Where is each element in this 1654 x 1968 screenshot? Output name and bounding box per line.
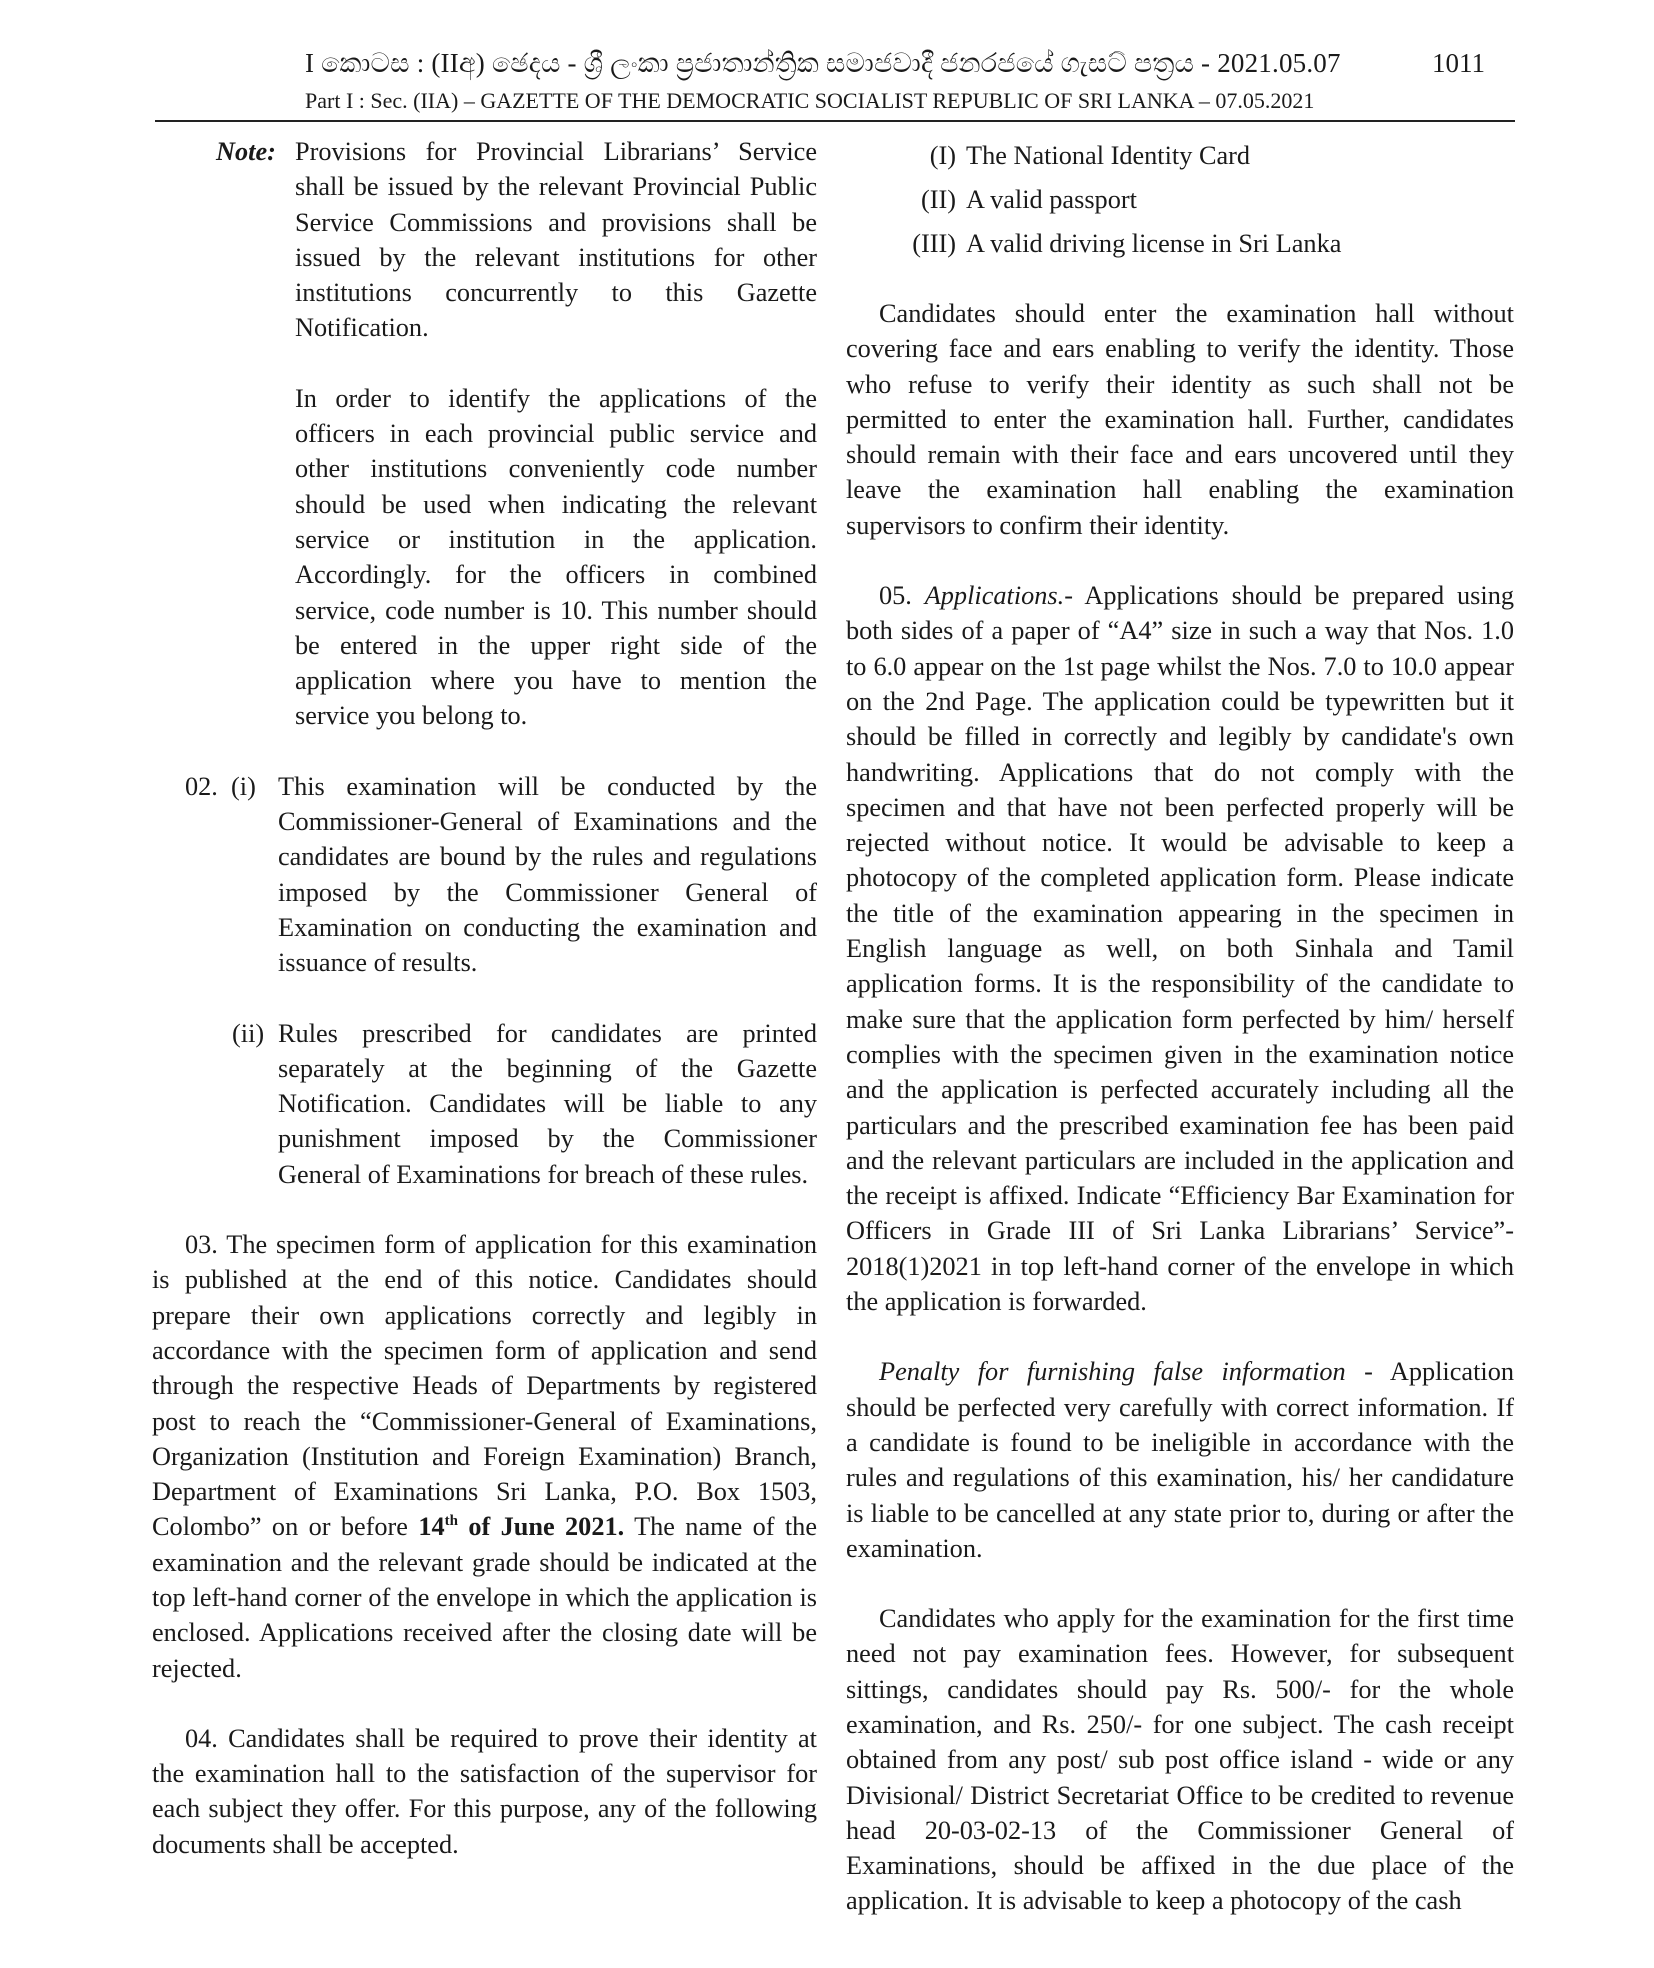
section-02-i-text: This examination will be conducted by the Commissioner-General of Examinations and the candidates are bound by the rules and regulations imposed by the Commissioner General of Examination on conducting the examination and issuance of results. [278,771,817,978]
penalty-title: Penalty for furnishing false information [879,1357,1346,1387]
page-header [155,48,1515,124]
left-column [152,134,817,1862]
section-02-ii-label: (ii) [232,1018,265,1048]
section-02-ii-text: Rules prescribed for candidates are printed separately at the beginning of the Gazette Notification. Candidates will be liable to any punishment imposed by the Commissioner General of Examinations for breach of these rules. [278,1018,817,1189]
note-label: Note: [216,137,276,166]
list-item: (III) A valid driving license in Sri Lanka [912,229,1342,258]
fees-paragraph: Candidates who apply for the examination for the first time need not pay examination fees. However, for subsequent sittings, candidates should pay Rs. 500/- for the whole examination, and Rs. 250/- for one subject. The cash receipt obtained from any post/ sub post office island - wide or any Divisional/ District Secretariat Office to be credited to revenue head 20-03-02-13 of the Commissioner General of Examinations, should be affixed in the due place of the application. It is advisable to keep a photocopy of the cash [846,1604,1514,1916]
list-item: (II) A valid passport [920,185,1137,214]
list-item: (I) The National Identity Card [929,141,1251,170]
header-divider [155,120,1515,122]
section-02-i [152,769,817,981]
right-column [846,134,1514,1919]
note-section [152,134,817,346]
header-english-title: Part I : Sec. (IIA) – GAZETTE OF THE DEMOCRATIC SOCIALIST REPUBLIC OF SRI LANKA – 07.05.2021 [305,88,1315,113]
page-number: 1011 [1432,48,1485,78]
section-05-title: Applications. [924,581,1065,611]
hall-identity-paragraph: Candidates should enter the examination hall without covering face and ears enabling to verify the identity. Those who refuse to verify their identity as such shall not be permitted to enter the examination hall. Further, candidates should remain with their face and ears uncovered until they leave the examination hall enabling the examination supervisors to confirm their identity. [846,299,1514,540]
section-02-ii [152,1016,817,1192]
section-05: 05. Applications.- Applications should be prepared using both sides of a paper of “A4” size in such a way that Nos. 1.0 to 6.0 appear on the 1st page whilst the Nos. 7.0 to 10.0 appear on the 2nd Page. The application could be typewritten but it should be filled in correctly and legibly by candidate's own handwriting. Applications that do not comply with the specimen and that have not been perfected properly will be rejected without notice. It would be advisable to keep a photocopy of the completed application form. Please indicate the title of the examination appearing in the specimen in English language as well, on both Sinhala and Tamil application forms. It is the responsibility of the candidate to make sure that the application form perfected by him/ herself complies with the specimen given in the examination notice and the application is perfected accurately including all the particulars and the prescribed examination fee has been paid and the relevant particulars are included in the application and the receipt is affixed. Indicate “Efficiency Bar Examination for Officers in Grade III of Sri Lanka Librarians’ Service”- 2018(1)2021 in top left-hand corner of the envelope in which the application is forwarded. [846,581,1515,1317]
note-paragraph-2: In order to identify the applications of the officers in each provincial public service and other institutions conveniently code number should be used when indicating the relevant service or institution in the application. Accordingly. for the officers in combined service, code number is 10. This number should be entered in the upper right side of the application where you have to mention the service you belong to. [295,383,817,731]
section-03: 03. The specimen form of application for this examination is published at the end of this notice. Candidates should prepare their own applications correctly and legibly in accordance with the specimen form of application and send through the respective Heads of Departments by registered post to reach the “Commissioner-General of Examinations, Organization (Institution and Foreign Examination) Branch, Department of Examinations Sri Lanka, P.O. Box 1503, Colombo” on or before 14th of June 2021. The name of the examination and the relevant grade should be indicated at the top left-hand corner of the envelope in which the application is enclosed. Applications received after the closing date will be rejected. [152,1230,817,1683]
section-02-number: 02. (i) [185,771,256,801]
header-sinhala-title: I කොටස : (IIඅ) ඡෙදය - ශ්‍රී ලංකා ප්‍රජාතාන්ත්‍රික සමාජවාදී ජනරජයේ ගැසට් පත්‍රය - 2021.05.07 [305,48,1341,78]
penalty-paragraph: Penalty for furnishing false information - Application should be perfected very carefully with correct information. If a candidate is found to be ineligible in accordance with the rules and regulations of this examination, his/ her candidature is liable to be cancelled at any state prior to, during or after the examination. [846,1357,1514,1563]
closing-date: 14th of June 2021. [418,1512,625,1542]
section-04: 04. Candidates shall be required to prove their identity at the examination hall to the satisfaction of the supervisor for each subject they offer. For this purpose, any of the following documents shall be accepted. [152,1723,817,1859]
id-document-list [846,134,1514,266]
note-paragraph-1: Provisions for Provincial Librarians’ Service shall be issued by the relevant Provincial Public Service Commissions and provisions shall be issued by the relevant institutions for other institutions concurrently to this Gazette Notification. [295,137,817,343]
